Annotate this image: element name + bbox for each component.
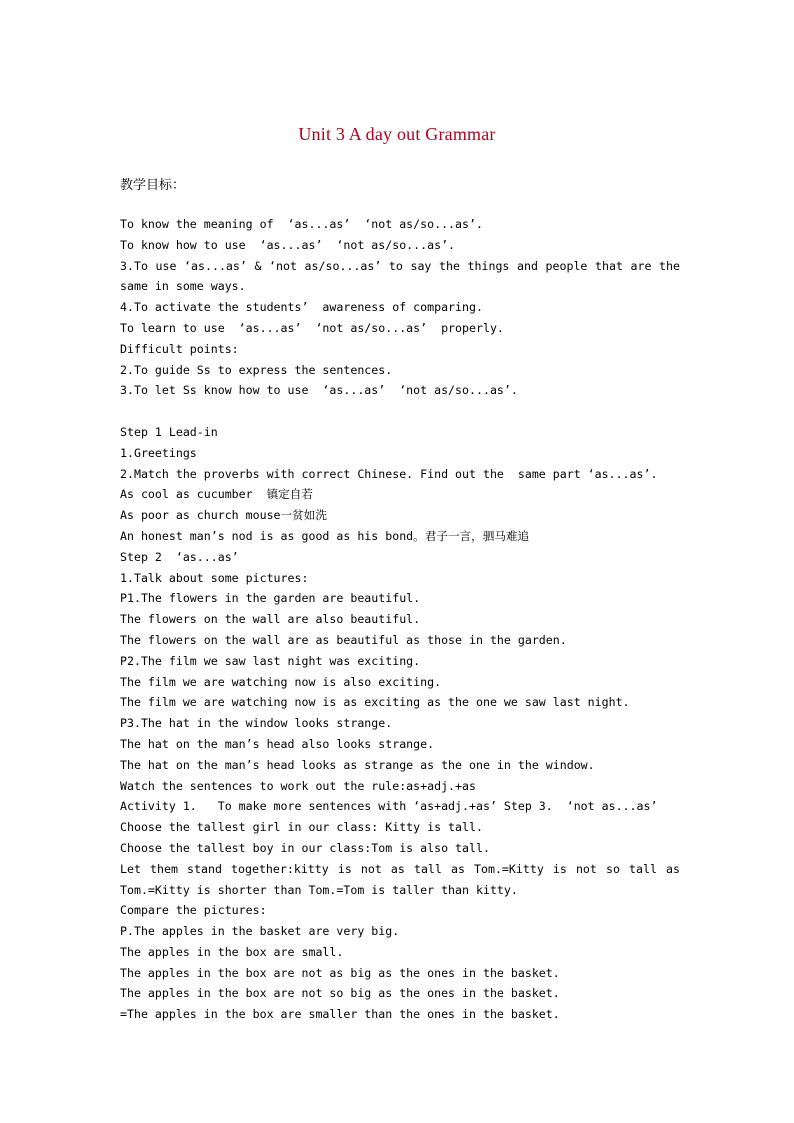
step1-heading: Step 1 Lead-in <box>120 424 218 439</box>
step2-line: The apples in the box are not so big as the ones in the basket. <box>120 986 560 1001</box>
step2-line: Watch the sentences to work out the rule:as+adj.+as <box>120 778 476 793</box>
step2-line: Let them stand together:kitty is not as tall as Tom.=Kitty is not so tall as Tom.=Kitty is shorter than Tom.=Tom is taller than kitty. <box>120 861 680 897</box>
step2-line: Choose the tallest girl in our class: Kitty is tall. <box>120 820 483 835</box>
step2-heading: Step 2 ‘as...as’ <box>120 549 239 564</box>
step2-line: The flowers on the wall are also beautiful. <box>120 612 421 627</box>
difficult-point-line: 3.To let Ss know how to use ‘as...as’ ‘not as/so...as’. <box>120 383 518 398</box>
objective-line: 4.To activate the students’ awareness of comparing. <box>120 300 483 315</box>
step2-line: =The apples in the box are smaller than the ones in the basket. <box>120 1007 560 1022</box>
step2-line: The film we are watching now is as exciting as the one we saw last night. <box>120 695 630 710</box>
step2-line: The hat on the man’s head looks as strange as the one in the window. <box>120 757 595 772</box>
objective-line: To know how to use ‘as...as’ ‘not as/so...as’. <box>120 237 456 252</box>
step2-line: The flowers on the wall are as beautiful as those in the garden. <box>120 632 567 647</box>
step2-line: P.The apples in the basket are very big. <box>120 924 400 939</box>
objective-line: 3.To use ‘as...as’ & ‘not as/so...as’ to say the things and people that are the same in some ways. <box>120 258 680 294</box>
step2-line: The apples in the box are small. <box>120 944 344 959</box>
step2-line: Compare the pictures: <box>120 903 267 918</box>
step2-line: P2.The film we saw last night was exciting. <box>120 653 421 668</box>
step1-line: 1.Greetings <box>120 445 197 460</box>
spacer <box>120 401 680 422</box>
proverb-line: As poor as church mouse一贫如洗 <box>120 508 327 523</box>
step2-line: P3.The hat in the window looks strange. <box>120 716 393 731</box>
proverb-line: An honest man’s nod is as good as his bond。君子一言，驷马难追 <box>120 528 530 543</box>
objective-line: To learn to use ‘as...as’ ‘not as/so...as’ properly. <box>120 320 504 335</box>
difficult-point-line: 2.To guide Ss to express the sentences. <box>120 362 393 377</box>
step2-line: P1.The flowers in the garden are beautiful. <box>120 591 421 606</box>
document-title: Unit 3 A day out Grammar <box>298 124 496 144</box>
step2-line: The film we are watching now is also exciting. <box>120 674 442 689</box>
step2-line: The hat on the man’s head also looks strange. <box>120 736 435 751</box>
document-body <box>120 214 680 1025</box>
step2-line: The apples in the box are not as big as the ones in the basket. <box>120 965 560 980</box>
proverb-line: As cool as cucumber 镇定自若 <box>120 487 313 502</box>
difficult-points-heading: Difficult points: <box>120 341 239 356</box>
objective-line: To know the meaning of ‘as...as’ ‘not as/so...as’. <box>120 217 483 231</box>
step2-line: Choose the tallest boy in our class:Tom is also tall. <box>120 840 490 855</box>
step2-line: 1.Talk about some pictures: <box>120 570 309 585</box>
objectives-heading: 教学目标： <box>120 178 186 193</box>
step1-line: 2.Match the proverbs with correct Chinese. Find out the same part ‘as...as’. <box>120 466 658 481</box>
step2-line: Activity 1. To make more sentences with ‘as+adj.+as’ Step 3. ‘not as...as’ <box>120 799 658 814</box>
